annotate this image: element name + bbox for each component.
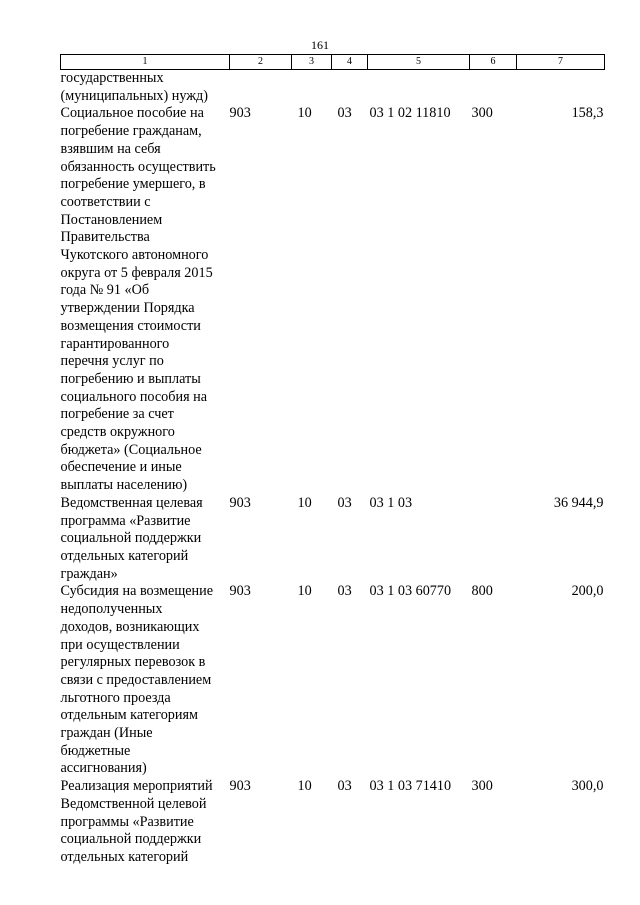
row-name-line: социальной поддержки: [60, 530, 202, 547]
row-name-line: отдельным категориям: [60, 707, 198, 724]
row-name-line: взявшим на себя: [60, 140, 161, 157]
row-name-line: недополученных: [60, 601, 163, 618]
row-chapter: 903: [229, 494, 251, 511]
row-name-line: погребение гражданам,: [60, 123, 202, 140]
row-name-line: средств окружного: [60, 424, 175, 441]
row-name-line: бюджета» (Социальное: [60, 441, 202, 458]
row-name-line: ассигнования): [60, 760, 147, 777]
row-name: [61, 105, 230, 494]
row-name-line: Ведомственной целевой: [60, 795, 207, 812]
row-subsection: 03: [337, 494, 352, 511]
row-name-line: погребение за счет: [60, 406, 174, 423]
row-name: [61, 778, 230, 867]
table-row: [61, 495, 605, 584]
table-header: [61, 55, 605, 70]
row-name-line: Правительства: [60, 229, 150, 246]
row-name-line: отдельных категорий: [60, 547, 189, 564]
row-subsection: 03: [337, 105, 352, 122]
row-target-code: 03 1 03 60770: [369, 583, 452, 600]
row-name-line: выплаты населению): [60, 477, 188, 494]
row-section: 10: [297, 105, 312, 122]
header-row: [61, 55, 605, 70]
row-name-line: бюджетные: [60, 742, 131, 759]
row-name-line: Чукотского автономного: [60, 247, 209, 264]
row-section: [292, 70, 332, 106]
row-subsection: 03: [337, 583, 352, 600]
row-name-line: Субсидия на возмещение: [60, 583, 214, 600]
row-name-line: Ведомственная целевая: [60, 494, 203, 511]
row-name-line: социальной поддержки: [60, 831, 202, 848]
header-col-6: 6: [470, 55, 517, 70]
header-col-4: 4: [332, 55, 368, 70]
row-name-line: Постановлением: [60, 211, 163, 228]
table-row: [61, 778, 605, 867]
row-amount: 36 944,9: [553, 494, 604, 511]
row-target-code: 03 1 03 71410: [369, 778, 452, 795]
row-expense-type: 300: [471, 778, 493, 795]
row-name-line: граждан (Иные: [60, 725, 153, 742]
row-section: 10: [297, 583, 312, 600]
row-name-line: отдельных категорий: [60, 848, 189, 865]
table-body: [61, 70, 605, 867]
row-section: 10: [297, 494, 312, 511]
row-subsection: 03: [337, 778, 352, 795]
header-col-1: 1: [61, 55, 230, 70]
budget-table: [60, 54, 605, 867]
row-amount: 158,3: [571, 105, 604, 122]
row-name-line: года № 91 «Об: [60, 282, 150, 299]
page-number: 161: [311, 38, 329, 52]
row-name-line: доходов, возникающих: [60, 618, 200, 635]
row-target-code: 03 1 02 11810: [369, 105, 451, 122]
row-name-line: перечня услуг по: [60, 353, 164, 370]
row-name-line: Реализация мероприятий: [60, 778, 213, 795]
row-expense-type: 300: [471, 105, 493, 122]
row-name-line: граждан»: [60, 565, 118, 582]
table-row: [61, 70, 605, 106]
header-col-7: 7: [517, 55, 605, 70]
row-chapter: 903: [229, 583, 251, 600]
row-amount: 200,0: [571, 583, 604, 600]
row-name-line: при осуществлении: [60, 636, 180, 653]
row-name-line: округа от 5 февраля 2015: [60, 264, 213, 281]
row-name-line: обязанность осуществить: [60, 158, 216, 175]
row-chapter: [230, 70, 292, 106]
row-name-line: соответствии с: [60, 193, 151, 210]
row-name-line: льготного проезда: [60, 689, 171, 706]
row-name-line: (муниципальных) нужд): [60, 87, 208, 104]
row-expense-type: 800: [471, 583, 493, 600]
row-name-line: регулярных перевозок в: [60, 654, 206, 671]
row-name-line: возмещения стоимости: [60, 317, 201, 334]
row-name-line: Социальное пособие на: [60, 105, 204, 122]
row-section: 10: [297, 778, 312, 795]
row-name-line: программы «Развитие: [60, 813, 194, 830]
row-expense-type: [470, 495, 517, 584]
row-name-line: связи с предоставлением: [60, 671, 212, 688]
row-chapter: 903: [229, 778, 251, 795]
header-col-3: 3: [292, 55, 332, 70]
header-col-2: 2: [230, 55, 292, 70]
header-col-5: 5: [368, 55, 470, 70]
row-name-line: погребение умершего, в: [60, 176, 206, 193]
row-name-line: социального пособия на: [60, 388, 208, 405]
row-name: [61, 583, 230, 778]
row-name-line: обеспечение и иные: [60, 459, 182, 476]
row-target-code: [368, 70, 470, 106]
row-amount: [517, 70, 605, 106]
row-name-line: программа «Развитие: [60, 512, 191, 529]
row-name-line: государственных: [60, 70, 164, 86]
row-name-line: погребению и выплаты: [60, 370, 201, 387]
row-amount: 300,0: [571, 778, 604, 795]
row-name: [61, 495, 230, 584]
table-row: [61, 105, 605, 494]
row-chapter: 903: [229, 105, 251, 122]
row-name-line: гарантированного: [60, 335, 170, 352]
row-name: [61, 70, 230, 106]
row-subsection: [332, 70, 368, 106]
row-name-line: утверждении Порядка: [60, 300, 195, 317]
table-row: [61, 583, 605, 778]
row-target-code: 03 1 03: [369, 494, 413, 511]
row-expense-type: [470, 70, 517, 106]
